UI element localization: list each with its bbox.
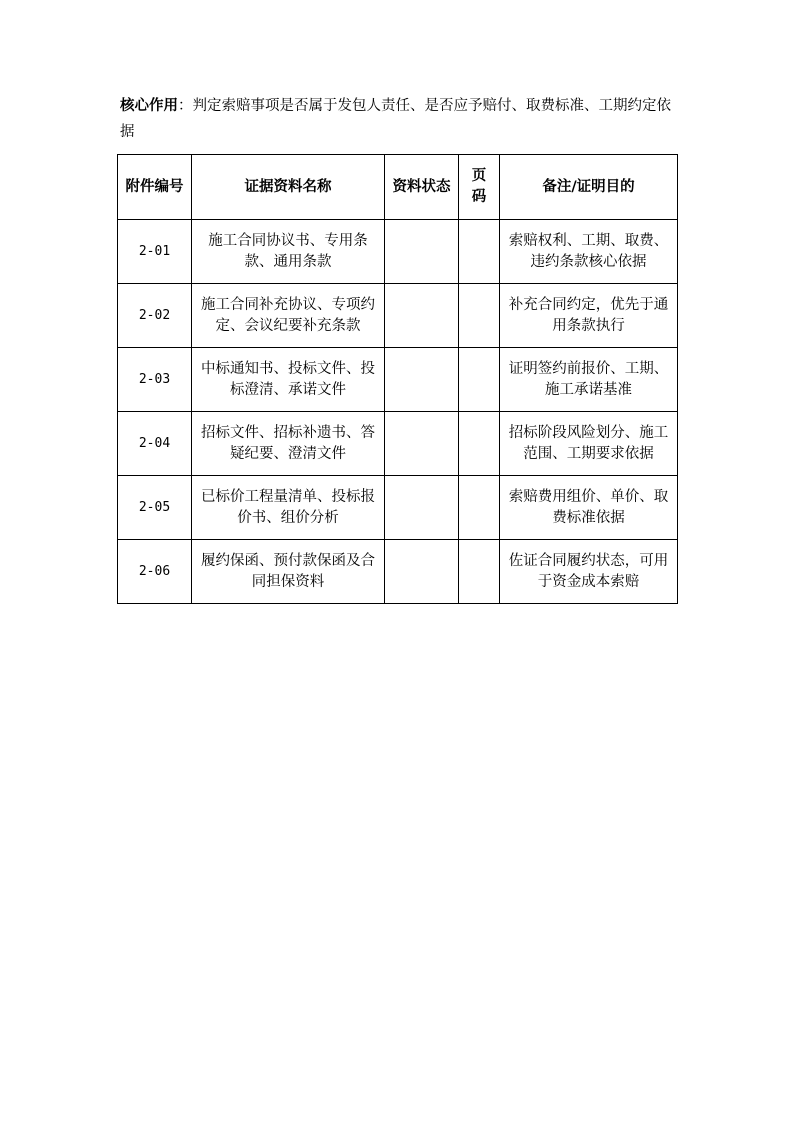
status-cell — [385, 220, 459, 284]
attachment-no-cell: 2-02 — [118, 284, 192, 348]
header-material-status: 资料状态 — [385, 155, 459, 220]
page-cell — [459, 540, 500, 604]
attachment-no-cell: 2-04 — [118, 412, 192, 476]
page-cell — [459, 348, 500, 412]
intro-paragraph — [120, 93, 680, 145]
table-row — [118, 412, 678, 476]
status-cell — [385, 348, 459, 412]
evidence-name-cell: 履约保函、预付款保函及合同担保资料 — [192, 540, 385, 604]
attachment-no-cell: 2-06 — [118, 540, 192, 604]
table-row — [118, 540, 678, 604]
note-cell: 证明签约前报价、工期、施工承诺基准 — [500, 348, 678, 412]
header-evidence-name: 证据资料名称 — [192, 155, 385, 220]
note-cell: 索赔权利、工期、取费、违约条款核心依据 — [500, 220, 678, 284]
table-row — [118, 220, 678, 284]
header-remarks-purpose: 备注/证明目的 — [500, 155, 678, 220]
page-cell — [459, 284, 500, 348]
attachment-no-cell: 2-01 — [118, 220, 192, 284]
note-cell: 佐证合同履约状态，可用于资金成本索赔 — [500, 540, 678, 604]
page-cell — [459, 412, 500, 476]
intro-lead: 核心作用 — [120, 98, 178, 114]
evidence-name-cell: 施工合同协议书、专用条款、通用条款 — [192, 220, 385, 284]
table-row — [118, 284, 678, 348]
evidence-name-cell: 中标通知书、投标文件、投标澄清、承诺文件 — [192, 348, 385, 412]
evidence-name-cell: 施工合同补充协议、专项约定、会议纪要补充条款 — [192, 284, 385, 348]
intro-separator: ： — [178, 98, 193, 114]
status-cell — [385, 284, 459, 348]
attachment-no-cell: 2-03 — [118, 348, 192, 412]
intro-text: 判定索赔事项是否属于发包人责任、是否应予赔付、取费标准、工期约定依据 — [120, 98, 671, 140]
note-cell: 索赔费用组价、单价、取费标准依据 — [500, 476, 678, 540]
table-row — [118, 348, 678, 412]
evidence-name-cell: 招标文件、招标补遗书、答疑纪要、澄清文件 — [192, 412, 385, 476]
attachment-no-cell: 2-05 — [118, 476, 192, 540]
note-cell: 补充合同约定，优先于通用条款执行 — [500, 284, 678, 348]
table-row — [118, 476, 678, 540]
status-cell — [385, 412, 459, 476]
table-header-row — [118, 155, 678, 220]
page-cell — [459, 220, 500, 284]
status-cell — [385, 540, 459, 604]
evidence-table — [117, 154, 678, 604]
page-cell — [459, 476, 500, 540]
status-cell — [385, 476, 459, 540]
note-cell: 招标阶段风险划分、施工范围、工期要求依据 — [500, 412, 678, 476]
header-page-no: 页码 — [459, 155, 500, 220]
header-attachment-no: 附件编号 — [118, 155, 192, 220]
evidence-name-cell: 已标价工程量清单、投标报价书、组价分析 — [192, 476, 385, 540]
